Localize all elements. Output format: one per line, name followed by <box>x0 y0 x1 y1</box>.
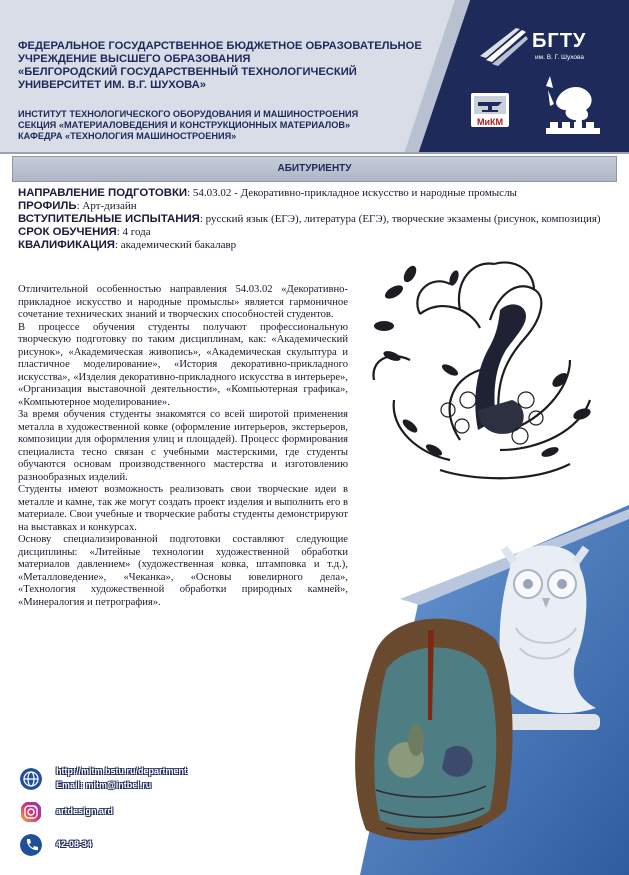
instagram-handle[interactable]: artdesign.ard <box>56 806 114 816</box>
contact-web <box>20 766 320 796</box>
university-name <box>18 40 468 92</box>
org-line: УЧРЕЖДЕНИЕ ВЫСШЕГО ОБРАЗОВАНИЯ <box>18 53 251 65</box>
field-profile <box>18 200 618 213</box>
field-label: КВАЛИФИКАЦИЯ <box>18 239 115 251</box>
field-value: : 4 года <box>116 226 151 238</box>
field-label: СРОК ОБУЧЕНИЯ <box>18 226 117 238</box>
field-label: ПРОФИЛЬ <box>18 200 77 212</box>
program-info <box>18 187 618 252</box>
instagram-icon <box>20 801 42 823</box>
banner-title: АБИТУРИЕНТУ <box>277 163 352 174</box>
field-entrance-exams <box>18 213 618 226</box>
dept-line: КАФЕДРА «ТЕХНОЛОГИЯ МАШИНОСТРОЕНИЯ» <box>18 131 237 141</box>
mikm-logo <box>468 90 512 130</box>
field-value: : 54.03.02 - Декоративно-прикладное искусство и народные промыслы <box>187 187 517 199</box>
field-value: : русский язык (ЕГЭ), литература (ЕГЭ), творческие экзамены (рисунок, композиция) <box>199 213 601 225</box>
program-description <box>18 284 348 609</box>
globe-icon <box>20 768 42 790</box>
website-link[interactable]: http://mitm.bstu.ru/department <box>56 766 187 776</box>
field-label: ВСТУПИТЕЛЬНЫЕ ИСПЫТАНИЯ <box>18 213 200 225</box>
org-line: «БЕЛГОРОДСКИЙ ГОСУДАРСТВЕННЫЙ ТЕХНОЛОГИЧЕСКИЙ <box>18 66 357 78</box>
metal-artwork-image <box>346 610 516 860</box>
paragraph: За время обучения студенты знакомятся со всей широтой применения металла в художественной ковке (оформление интерьеров, экстерьеров, композиции для оформления улиц и площадей). Процесс формирования специалиста тесно связан с учебными мастерскими, где студенты обучаются основам производственного мастерства и изготовлению разнообразных изделий. <box>18 409 348 483</box>
field-direction <box>18 187 618 200</box>
peacock-illustration <box>350 250 615 490</box>
lion-emblem-icon <box>540 72 606 138</box>
paragraph: В процессе обучения студенты получают профессиональную творческую подготовку по таким дисциплинам, как: «Академический рисунок», «Академическая живопись», «Академическая скульптура и пластичное моделирование», «История декоративно-прикладного искусства», «Изделия декоративно-прикладного искусства в интерьере», «Организация выставочной деятельности», «Компьютерная графика», «Компьютерное моделирование». <box>18 321 348 408</box>
field-value: : академический бакалавр <box>114 239 237 251</box>
contact-phone <box>20 834 320 858</box>
phone-number[interactable]: 42-08-34 <box>56 839 93 849</box>
org-line: ФЕДЕРАЛЬНОЕ ГОСУДАРСТВЕННОЕ БЮДЖЕТНОЕ ОБРАЗОВАТЕЛЬНОЕ <box>18 40 422 52</box>
field-duration <box>18 226 618 239</box>
paragraph: Отличительной особенностью направления 54.03.02 «Декоративно-прикладное искусство и народные промыслы» является гармоничное сочетание технических знаний и творческих способностей студентов. <box>18 284 348 320</box>
applicants-banner <box>12 156 617 182</box>
paragraph: Основу специализированной подготовки составляют следующие дисциплины: «Литейные технологии художественной обработки материалов давлением» (художественная ковка, штамповка и т.д.), «Металловедение», «Чеканка», «Основы ювелирного дела», «Технология художественной обработки природных камней», «Минералогия и петрография». <box>18 534 348 608</box>
field-label: НАПРАВЛЕНИЕ ПОДГОТОВКИ <box>18 187 188 199</box>
bgtu-logo-subtitle: им. В. Г. Шухова <box>535 54 584 61</box>
org-line: УНИВЕРСИТЕТ ИМ. В.Г. ШУХОВА» <box>18 79 206 91</box>
dept-line: СЕКЦИЯ «МАТЕРИАЛОВЕДЕНИЯ И КОНСТРУКЦИОННЫХ МАТЕРИАЛОВ» <box>18 120 351 130</box>
phone-icon <box>20 834 42 856</box>
mikm-label: МиКМ <box>476 117 504 127</box>
dept-line: ИНСТИТУТ ТЕХНОЛОГИЧЕСКОГО ОБОРУДОВАНИЯ И МАШИНОСТРОЕНИЯ <box>18 109 359 119</box>
bgtu-logo-stripes <box>478 26 528 66</box>
bgtu-logo-title: БГТУ <box>532 30 587 52</box>
paragraph: Студенты имеют возможность реализовать свои творческие идеи в металле и камне, так же могут создать проект изделия и выполнить его в материале. Свои учебные и творческие работы студенты демонстрируют на выставках и конкурсах. <box>18 484 348 533</box>
email-link[interactable]: Email: mitm@intbel.ru <box>56 780 152 790</box>
header <box>0 0 629 154</box>
department-name <box>18 109 418 142</box>
contact-instagram <box>20 801 320 825</box>
field-value: : Арт-дизайн <box>76 200 137 212</box>
anvil-icon <box>468 90 512 130</box>
